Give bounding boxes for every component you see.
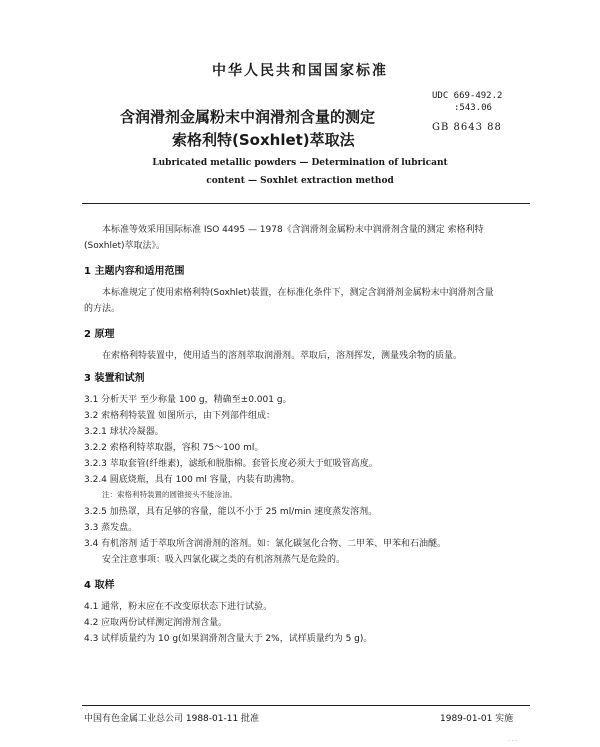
intro-line1: 本标准等效采用国际标准 ISO 4495 — 1978《含润滑剂金属粉末中润滑剂含量的测定 索格利特 (102, 225, 484, 235)
section-1-heading: 1 主题内容和适用范围 (84, 266, 185, 277)
title-chinese-line2: 索格利特(Soxhlet)萃取法 (172, 131, 355, 149)
title-english-line2: content — Soxhlet extraction method (206, 176, 394, 186)
footer-divider (82, 705, 530, 706)
section-1-line2: 的方法。 (84, 304, 121, 314)
item-3-3: 3.3 蒸发盘。 (84, 523, 138, 533)
udc-line1: UDC 669-492.2 (432, 91, 503, 101)
udc-line2: :543.06 (454, 103, 492, 113)
title-english-line1: Lubricated metallic powders — Determination of lubricant (152, 158, 448, 168)
intro-line2: (Soxhlet)萃取法》。 (84, 241, 166, 251)
item-3-2-2: 3.2.2 索格利特萃取器，容积 75～100 ml。 (84, 443, 264, 453)
item-4-2: 4.2 应取两份试样测定润滑剂含量。 (84, 618, 228, 628)
apparatus-note: 注：索格利特装置的圆锥接头不能涂油。 (102, 490, 237, 499)
item-3-1: 3.1 分析天平 至少称量 100 g，精确至±0.001 g。 (84, 395, 292, 405)
item-3-2-3: 3.2.3 萃取套管(纤维素)，滤纸和脱脂棉。套管长度必须大于虹吸管高度。 (84, 459, 378, 469)
standard-authority: 中华人民共和国国家标准 (212, 63, 388, 79)
item-4-1: 4.1 通常，粉末应在不改变原状态下进行试验。 (84, 602, 273, 612)
udc-classification (432, 90, 502, 114)
section-2-line1: 在索格利特装置中，使用适当的溶剂萃取润滑剂。萃取后，溶剂挥发，测量残余物的质量。 (102, 351, 463, 361)
scan-mark: · · · (508, 738, 518, 745)
item-4-3: 4.3 试样质量约为 10 g(如果润滑剂含量大于 2%，试样质量约为 5 g)。 (84, 634, 373, 644)
item-3-2-1: 3.2.1 球状冷凝器。 (84, 427, 164, 437)
approval-date: 中国有色金属工业总公司 1988-01-11 批准 (84, 714, 260, 724)
gb-number: GB 8643 88 (432, 122, 502, 133)
header-divider (82, 203, 530, 204)
effective-date: 1989-01-01 实施 (440, 714, 514, 724)
title-chinese-line1: 含润滑剂金属粉末中润滑剂含量的测定 (120, 108, 376, 126)
section-3-heading: 3 装置和试剂 (84, 373, 145, 384)
safety-notice: 安全注意事项：吸入四氯化碳之类的有机溶剂蒸气是危险的。 (102, 555, 346, 565)
item-3-2-4: 3.2.4 圆底烧瓶，具有 100 ml 容量，内装有助沸物。 (84, 475, 300, 485)
section-2-heading: 2 原理 (84, 329, 115, 340)
item-3-2: 3.2 索格利特装置 如图所示，由下列部件组成： (84, 411, 276, 421)
section-1-line1: 本标准规定了使用索格利特(Soxhlet)装置，在标准化条件下，测定含润滑剂金属粉末中润滑剂含量 (102, 288, 494, 298)
section-4-heading: 4 取样 (84, 580, 115, 591)
item-3-2-5: 3.2.5 加热罩，具有足够的容量，能以不小于 25 ml/min 速度蒸发溶剂。 (84, 507, 378, 517)
item-3-4: 3.4 有机溶剂 适于萃取所含润滑剂的溶剂。如：氯化碳氢化合物、二甲苯、甲苯和石油醚。 (84, 539, 447, 549)
